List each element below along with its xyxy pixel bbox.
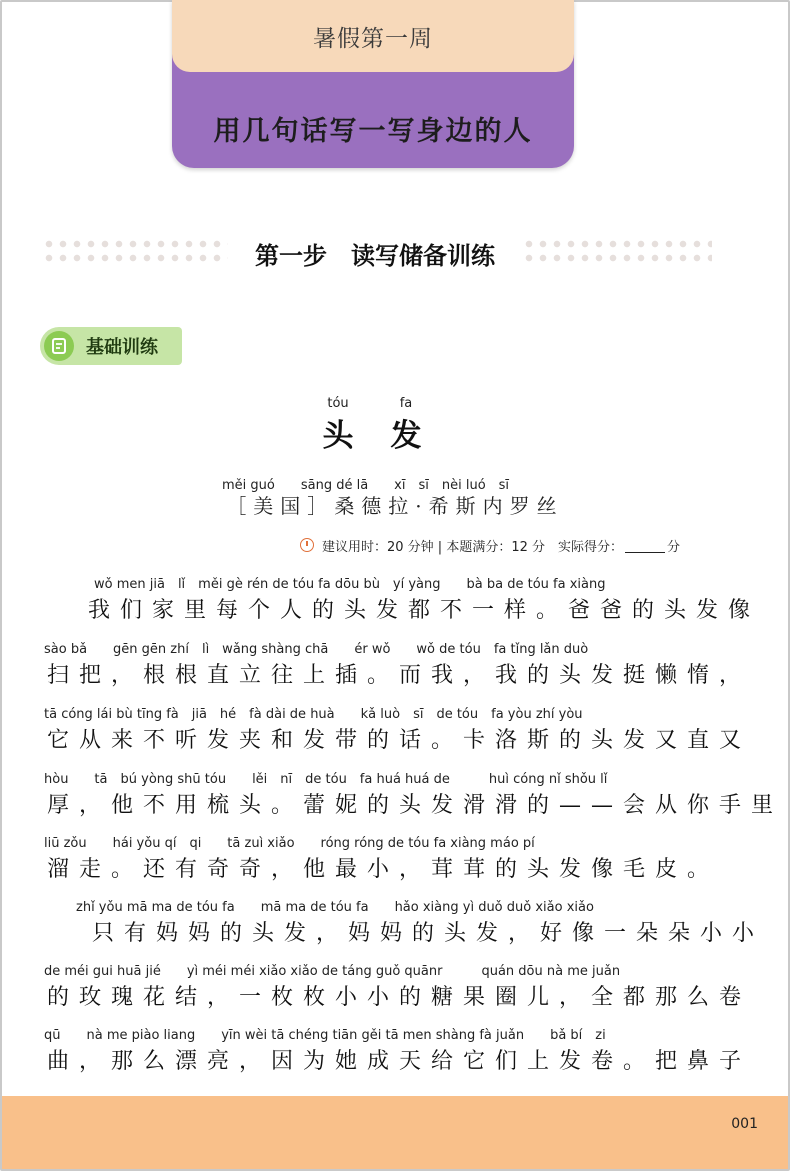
line-pinyin: qū nà me piào liang yīn wèi tā chéng tiān gěi tā men shàng fà juǎn bǎ bí zi bbox=[44, 1028, 606, 1043]
author-country: ［美国］ bbox=[226, 494, 335, 518]
line-pinyin: zhǐ yǒu mā ma de tóu fa mā ma de tóu fa hǎo xiàng yì duǒ duǒ xiǎo xiǎo bbox=[50, 900, 594, 915]
title-pinyin-1: tóu bbox=[327, 396, 349, 411]
author-name: 桑德拉·希斯内罗丝 bbox=[334, 494, 564, 518]
clipboard-icon bbox=[44, 331, 74, 361]
line-pinyin: wǒ men jiā lǐ měi gè rén de tóu fa dōu bù yí yàng bà ba de tóu fa xiàng bbox=[94, 577, 606, 592]
line-pinyin: hòu tā bú yòng shū tóu lěi nī de tóu fa huá huá de huì cóng nǐ shǒu lǐ bbox=[44, 772, 608, 787]
title-pinyin-2: fa bbox=[399, 396, 413, 411]
line-text: 厚，他不用梳头。蕾妮的头发滑滑的——会从你手里 bbox=[47, 793, 784, 818]
decorative-dots-left bbox=[42, 237, 228, 267]
story-title-char-2: 发 bbox=[390, 418, 422, 454]
line-text: 扫把，根根直立往上插。而我，我的头发挺懒惰， bbox=[47, 663, 752, 688]
line-pinyin: liū zǒu hái yǒu qí qi tā zuì xiǎo róng róng de tóu fa xiàng máo pí bbox=[44, 836, 535, 851]
footer-band bbox=[2, 1096, 788, 1169]
badge-label: 基础训练 bbox=[86, 337, 158, 358]
line-pinyin: tā cóng lái bù tīng fà jiā hé fà dài de huà kǎ luò sī de tóu fa yòu zhí yòu bbox=[44, 707, 583, 722]
basic-training-badge bbox=[40, 327, 182, 365]
line-pinyin: sào bǎ gēn gēn zhí lì wǎng shàng chā ér wǒ wǒ de tóu fa tǐng lǎn duò bbox=[44, 642, 589, 657]
author-line bbox=[0, 490, 790, 519]
line-text: 它从来不听发夹和发带的话。卡洛斯的头发又直又 bbox=[47, 728, 752, 753]
time-score-info bbox=[300, 535, 720, 555]
line-pinyin: de méi gui huā jié yì méi méi xiǎo xiǎo de táng guǒ quānr quán dōu nà me juǎn bbox=[44, 964, 621, 979]
author-pinyin: měi guó sāng dé lā xī sī nèi luó sī bbox=[222, 478, 510, 493]
line-text: 溜走。还有奇奇，他最小，茸茸的头发像毛皮。 bbox=[47, 857, 720, 882]
story-title-char-1: 头 bbox=[322, 418, 354, 454]
line-text: 只有妈妈的头发，妈妈的头发，好像一朵朵小小 bbox=[60, 921, 765, 946]
week-label: 暑假第一周 bbox=[172, 0, 574, 72]
clock-icon bbox=[300, 538, 314, 552]
page-number: 001 bbox=[731, 1116, 758, 1132]
line-text: 曲，那么漂亮，因为她成天给它们上发卷。把鼻子 bbox=[47, 1049, 752, 1074]
meta-text: 建议用时：20 分钟 | 本题满分：12 分 实际得分： bbox=[322, 539, 623, 555]
score-blank[interactable] bbox=[625, 538, 665, 553]
step-heading: 第一步 读写储备训练 bbox=[255, 240, 495, 270]
line-text: 我们家里每个人的头发都不一样。爸爸的头发像 bbox=[88, 598, 761, 623]
score-unit: 分 bbox=[667, 539, 681, 555]
decorative-dots-right bbox=[522, 237, 712, 267]
unit-title: 用几句话写一写身边的人 bbox=[213, 115, 533, 147]
line-text: 的玫瑰花结，一枚枚小小的糖果圈儿，全都那么卷 bbox=[47, 985, 752, 1010]
